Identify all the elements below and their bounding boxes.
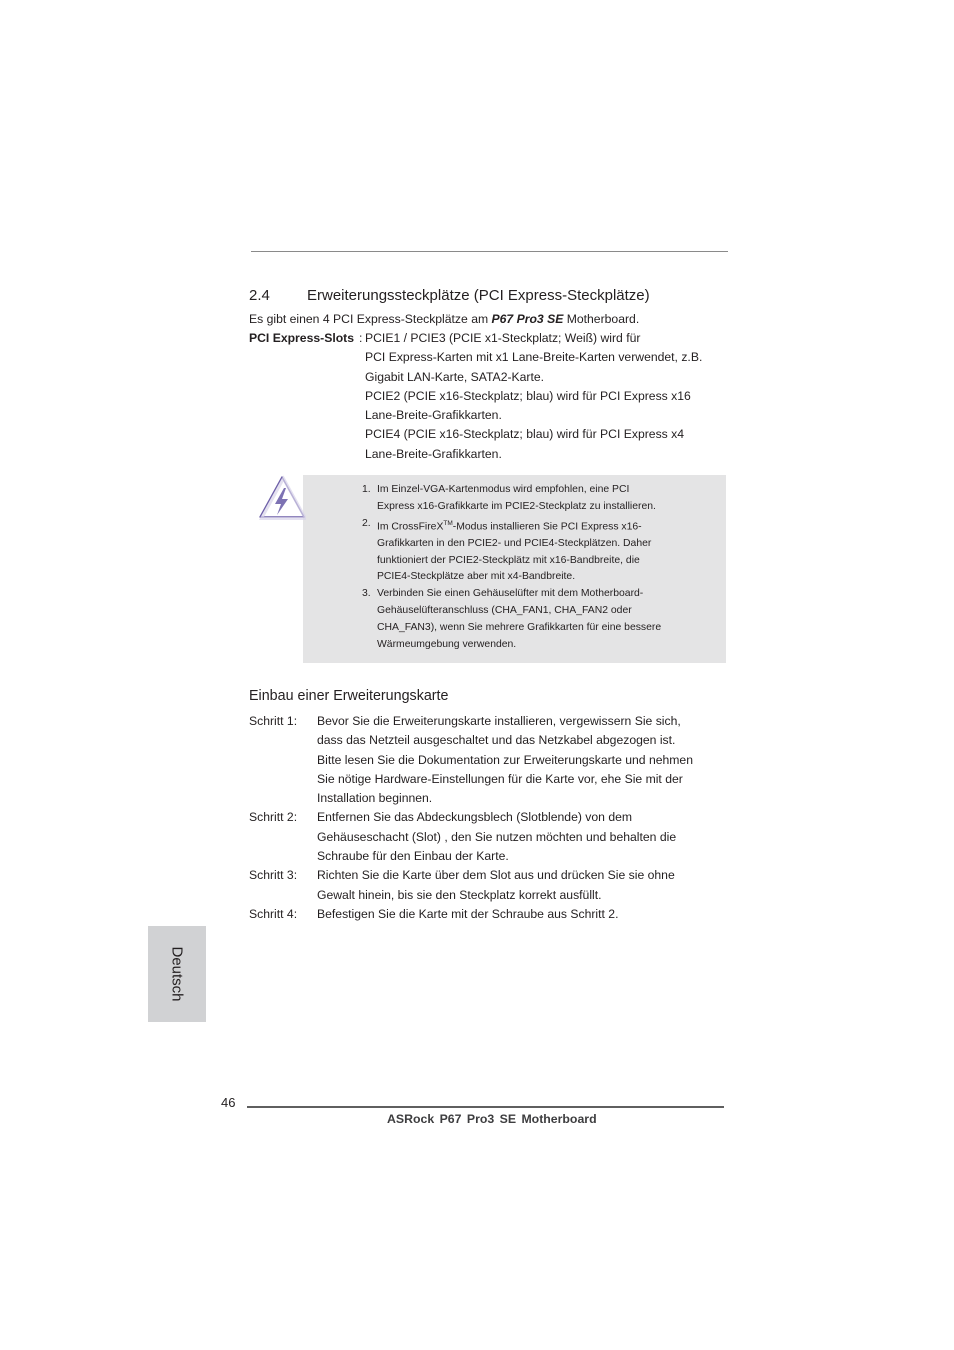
intro-paragraph (249, 310, 639, 329)
note-list (362, 482, 712, 653)
step-item (249, 866, 729, 905)
slots-line: Lane-Breite-Grafikkarten. (365, 408, 502, 423)
note-line: funktioniert der PCIE2-Steckplätz mit x16-Bandbreite, die (377, 554, 640, 566)
note-number: 3. (362, 588, 371, 600)
footer-text: ASRock P67 Pro3 SE Motherboard (387, 1112, 597, 1126)
slots-colon: : (359, 331, 363, 345)
step-line: Befestigen Sie die Karte mit der Schraube aus Schritt 2. (317, 906, 619, 921)
model-name: P67 Pro3 SE (491, 312, 564, 326)
note-item (362, 482, 712, 516)
step-line: Bevor Sie die Erweiterungskarte installieren, vergewissern Sie sich, (317, 714, 681, 728)
step-label: Schritt 1: (249, 714, 298, 728)
note-item (362, 586, 712, 653)
language-side-tab (148, 926, 206, 1022)
slots-line: Gigabit LAN-Karte, SATA2-Karte. (365, 369, 545, 384)
note-line (377, 516, 712, 536)
note-line: Gehäuselüfteranschluss (CHA_FAN1, CHA_FAN2 oder (377, 605, 632, 617)
step-line: Entfernen Sie das Abdeckungsblech (Slotblende) von dem (317, 810, 633, 825)
slots-line: PCIE1 / PCIE3 (PCIE x1-Steckplatz; Weiß) wird für (365, 331, 641, 345)
step-item (249, 905, 729, 924)
section-number: 2.4 (249, 287, 270, 304)
step-line: Installation beginnen. (317, 791, 433, 806)
slots-line: PCIE4 (PCIE x16-Steckplatz; blau) wird für PCI Express x4 (365, 427, 685, 442)
note-text: Im CrossFireX (377, 521, 444, 533)
note-line: PCIE4-Steckplätze aber mit x4-Bandbreite. (377, 571, 576, 583)
step-line: Schraube für den Einbau der Karte. (317, 849, 509, 864)
slots-line: Lane-Breite-Grafikkarten. (365, 446, 502, 461)
step-item (249, 808, 729, 866)
note-item (362, 516, 712, 587)
subsection-title: Einbau einer Erweiterungskarte (249, 688, 449, 704)
language-tab-label: Deutsch (168, 946, 186, 1002)
footer-rule (247, 1106, 724, 1108)
header-rule (251, 251, 728, 252)
install-steps (249, 712, 729, 924)
slots-description (365, 329, 730, 464)
step-label: Schritt 3: (249, 868, 298, 883)
note-line: Grafikkarten in den PCIE2- und PCIE4-Steckplätzen. Daher (377, 537, 652, 549)
note-line: Verbinden Sie einen Gehäuselüfter mit dem Motherboard- (377, 588, 644, 600)
note-number: 2. (362, 517, 371, 529)
note-text: -Modus installieren Sie PCI Express x16- (452, 521, 642, 533)
step-line: dass das Netzteil ausgeschaltet und das Netzkabel abgezogen ist. (317, 733, 676, 748)
step-line: Gehäuseschacht (Slot) , den Sie nutzen möchten und behalten die (317, 829, 677, 844)
step-label: Schritt 4: (249, 906, 298, 921)
step-line: Richten Sie die Karte über dem Slot aus und drücken Sie sie ohne (317, 868, 675, 883)
page-number: 46 (221, 1095, 236, 1110)
note-line: Im Einzel-VGA-Kartenmodus wird empfohlen, eine PCI (377, 484, 630, 495)
intro-suffix: Motherboard. (563, 312, 640, 326)
step-line: Gewalt hinein, bis sie den Steckplatz korrekt ausfüllt. (317, 887, 602, 902)
warning-lightning-icon (256, 475, 306, 521)
step-item (249, 712, 729, 808)
intro-prefix: Es gibt einen 4 PCI Express-Steckplätze am (249, 312, 492, 326)
note-line: Wärmeumgebung verwenden. (377, 638, 517, 650)
step-label: Schritt 2: (249, 810, 298, 825)
note-number: 1. (362, 484, 371, 495)
slots-label: PCI Express-Slots (249, 331, 354, 345)
slots-line: PCI Express-Karten mit x1 Lane-Breite-Karten verwendet, z.B. (365, 350, 703, 365)
step-line: Bitte lesen Sie die Dokumentation zur Erweiterungskarte und nehmen (317, 752, 693, 767)
section-title: Erweiterungssteckplätze (PCI Express-Steckplätze) (307, 287, 650, 304)
note-line: CHA_FAN3), wenn Sie mehrere Grafikkarten für eine bessere (377, 621, 662, 633)
slots-line: PCIE2 (PCIE x16-Steckplatz; blau) wird für PCI Express x16 (365, 388, 691, 403)
step-line: Sie nötige Hardware-Einstellungen für die Karte vor, ehe Sie mit der (317, 771, 683, 786)
note-line: Express x16-Grafikkarte im PCIE2-Steckplatz zu installieren. (377, 500, 656, 512)
trademark-sup: TM (443, 519, 453, 527)
